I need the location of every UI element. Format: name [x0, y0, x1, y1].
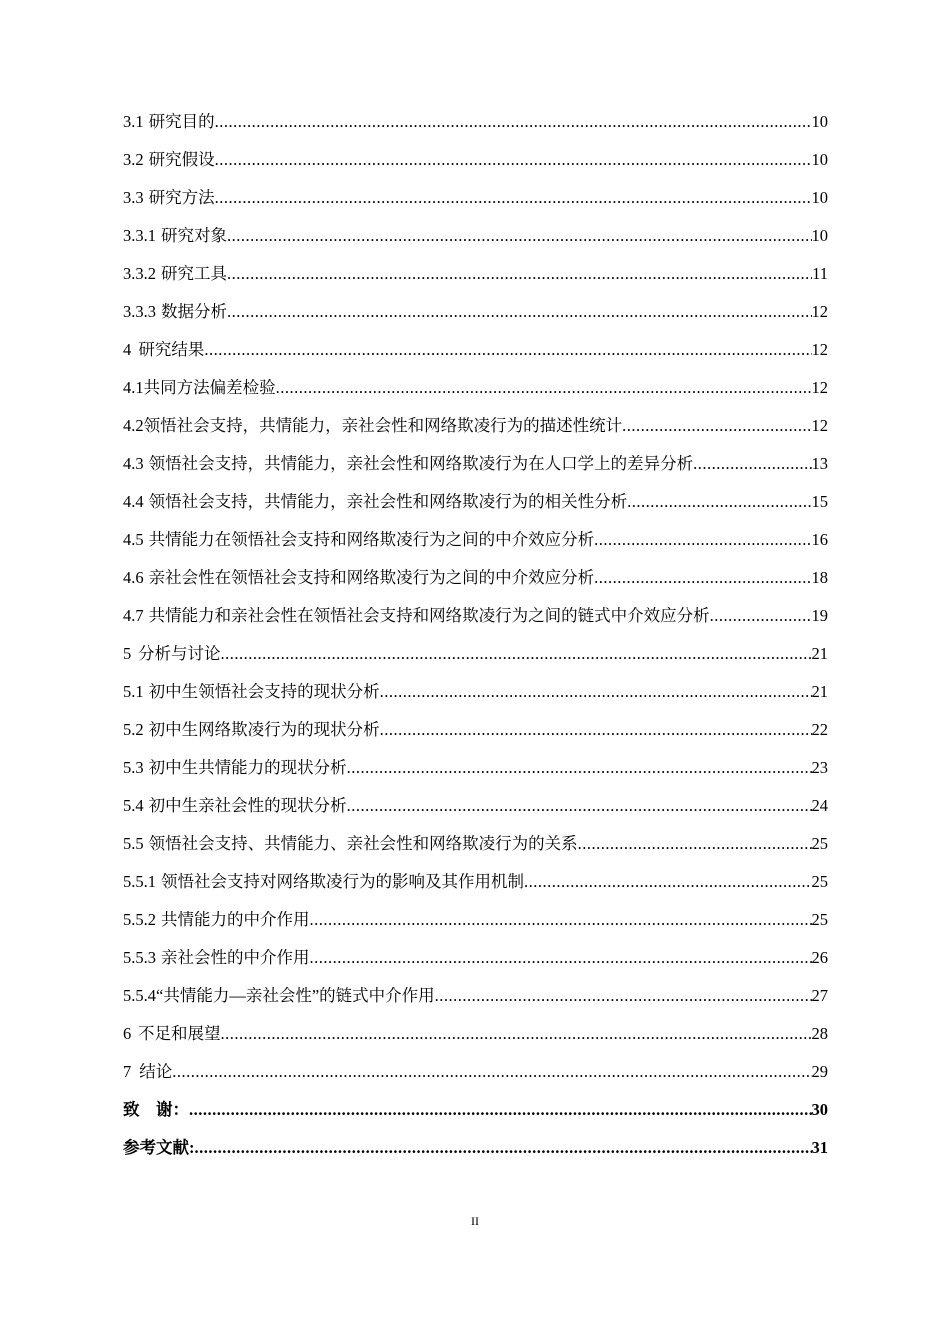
- toc-entry-5-5-4[interactable]: [123, 982, 828, 1020]
- toc-entry-number: 5.5: [123, 834, 144, 853]
- toc-entry-4-1[interactable]: [123, 374, 828, 412]
- toc-entry-page: 10: [811, 188, 828, 207]
- toc-entry-title: 研究方法: [148, 188, 215, 207]
- toc-entry-4[interactable]: [123, 336, 828, 374]
- toc-entry-page: 30: [811, 1100, 828, 1119]
- toc-entry-title: 领悟社会支持，共情能力，亲社会性和网络欺凌行为的描述性统计: [143, 416, 623, 435]
- toc-entry-page: 31: [811, 1138, 828, 1157]
- toc-entry-number: 5.1: [123, 682, 144, 701]
- toc-leader-dots: [622, 416, 811, 436]
- toc-leader-dots: [380, 720, 812, 740]
- toc-entry-3-3-2[interactable]: [123, 260, 828, 298]
- toc-entry-page: 22: [811, 720, 828, 739]
- toc-entry-4-3[interactable]: [123, 450, 828, 488]
- toc-entry-4-4[interactable]: [123, 488, 828, 526]
- toc-entry-5-5[interactable]: [123, 830, 828, 868]
- toc-entry-page: 12: [811, 302, 828, 321]
- toc-entry-page: 19: [811, 606, 828, 625]
- toc-entry-page: 21: [811, 682, 828, 701]
- toc-entry-title: 初中生网络欺凌行为的现状分析: [148, 720, 380, 739]
- toc-leader-dots: [524, 872, 812, 892]
- toc-leader-dots: [220, 1024, 811, 1044]
- toc-entry-title: 初中生亲社会性的现状分析: [148, 796, 347, 815]
- toc-entry-title: 研究对象: [161, 226, 227, 245]
- toc-entry-title: “共情能力—亲社会性”的链式中介作用: [156, 986, 435, 1005]
- toc-entry-5-3[interactable]: [123, 754, 828, 792]
- toc-leader-dots: [215, 188, 812, 208]
- toc-entry-4-5[interactable]: [123, 526, 828, 564]
- toc-entry-number: 5.5.2: [123, 910, 156, 929]
- toc-leader-dots: [227, 264, 812, 284]
- toc-entry-number: 3.3: [123, 188, 144, 207]
- toc-entry-number: 3.3.3: [123, 302, 156, 321]
- toc-entry-title: 共同方法偏差检验: [143, 378, 276, 397]
- toc-leader-dots: [380, 682, 812, 702]
- toc-entry-page: 15: [811, 492, 828, 511]
- toc-entry-page: 12: [811, 416, 828, 435]
- toc-entry-title: 参考文献:: [123, 1138, 195, 1157]
- toc-entry-5-2[interactable]: [123, 716, 828, 754]
- toc-entry-page: 12: [811, 378, 828, 397]
- toc-entry-number: 6: [123, 1024, 132, 1043]
- toc-entry-title: 数据分析: [161, 302, 227, 321]
- toc-entry-number: 5.5.3: [123, 948, 156, 967]
- toc-entry-5-5-3[interactable]: [123, 944, 828, 982]
- toc-entry-5-5-2[interactable]: [123, 906, 828, 944]
- toc-entry-number: 7: [123, 1062, 132, 1081]
- toc-entry-page: 18: [811, 568, 828, 587]
- toc-entry-page: 12: [811, 340, 828, 359]
- toc-entry-title: 分析与讨论: [137, 644, 221, 663]
- toc-leader-dots: [710, 606, 812, 626]
- toc-entry-number: 5.2: [123, 720, 144, 739]
- toc-entry-4-2[interactable]: [123, 412, 828, 450]
- toc-entry-number: 4.5: [123, 530, 144, 549]
- toc-leader-dots: [215, 150, 812, 170]
- toc-entry-6[interactable]: [123, 1020, 828, 1058]
- toc-entry-number: 5.4: [123, 796, 144, 815]
- table-of-contents: [123, 108, 828, 1172]
- toc-leader-dots: [578, 834, 812, 854]
- toc-entry-title: 初中生共情能力的现状分析: [148, 758, 347, 777]
- toc-entry-number: 3.3.1: [123, 226, 156, 245]
- toc-entry-title: 领悟社会支持、共情能力、亲社会性和网络欺凌行为的关系: [148, 834, 578, 853]
- toc-entry-number: 4.6: [123, 568, 144, 587]
- toc-entry-title: 初中生领悟社会支持的现状分析: [148, 682, 380, 701]
- toc-entry-number: 4.4: [123, 492, 144, 511]
- toc-entry-title: 结论: [139, 1062, 173, 1081]
- toc-entry-3-3[interactable]: [123, 184, 828, 222]
- toc-entry-3-1[interactable]: [123, 108, 828, 146]
- toc-entry-acknowledgements[interactable]: [123, 1096, 828, 1134]
- toc-leader-dots: [435, 986, 812, 1006]
- toc-entry-page: 21: [811, 644, 828, 663]
- toc-entry-title: 共情能力的中介作用: [161, 910, 310, 929]
- toc-leader-dots: [310, 910, 812, 930]
- toc-entry-references[interactable]: [123, 1134, 828, 1172]
- toc-entry-title: 研究假设: [148, 150, 215, 169]
- toc-entry-title: 共情能力和亲社会性在领悟社会支持和网络欺凌行为之间的链式中介效应分析: [148, 606, 710, 625]
- page-number-footer: II: [471, 1214, 479, 1228]
- toc-leader-dots: [310, 948, 812, 968]
- toc-entry-number: 4.3: [123, 454, 144, 473]
- toc-entry-number: 4.2: [123, 416, 144, 435]
- toc-entry-number: 3.1: [123, 112, 144, 131]
- toc-leader-dots: [276, 378, 812, 398]
- toc-entry-3-3-3[interactable]: [123, 298, 828, 336]
- toc-entry-title: 亲社会性在领悟社会支持和网络欺凌行为之间的中介效应分析: [148, 568, 595, 587]
- toc-entry-title: 研究目的: [148, 112, 215, 131]
- toc-entry-number: 3.3.2: [123, 264, 156, 283]
- toc-leader-dots: [189, 1100, 812, 1120]
- toc-entry-page: 23: [811, 758, 828, 777]
- toc-entry-4-7[interactable]: [123, 602, 828, 640]
- toc-entry-number: 4: [123, 340, 132, 359]
- toc-leader-dots: [215, 112, 812, 132]
- toc-entry-3-2[interactable]: [123, 146, 828, 184]
- toc-leader-dots: [195, 1138, 812, 1158]
- toc-entry-page: 11: [812, 264, 828, 283]
- toc-entry-number: 4.1: [123, 378, 144, 397]
- toc-entry-page: 29: [811, 1062, 828, 1081]
- toc-entry-title: 亲社会性的中介作用: [161, 948, 310, 967]
- toc-leader-dots: [227, 302, 812, 322]
- toc-entry-number: 5.5.1: [123, 872, 156, 891]
- toc-entry-page: 10: [811, 226, 828, 245]
- toc-entry-title: 研究结果: [138, 340, 205, 359]
- toc-entry-3-3-1[interactable]: [123, 222, 828, 260]
- toc-entry-page: 25: [811, 910, 828, 929]
- toc-entry-number: 4.7: [123, 606, 144, 625]
- toc-entry-page: 13: [811, 454, 828, 473]
- toc-leader-dots: [594, 530, 811, 550]
- toc-leader-dots: [627, 492, 811, 512]
- toc-entry-title: 不足和展望: [137, 1024, 221, 1043]
- toc-leader-dots: [693, 454, 811, 474]
- toc-entry-title: 领悟社会支持对网络欺凌行为的影响及其作用机制: [161, 872, 524, 891]
- toc-entry-number: 5.3: [123, 758, 144, 777]
- toc-entry-page: 10: [811, 112, 828, 131]
- toc-entry-title: 领悟社会支持，共情能力，亲社会性和网络欺凌行为的相关性分析: [148, 492, 628, 511]
- toc-entry-4-6[interactable]: [123, 564, 828, 602]
- toc-entry-page: 10: [811, 150, 828, 169]
- toc-entry-7[interactable]: [123, 1058, 828, 1096]
- toc-entry-title: 领悟社会支持，共情能力，亲社会性和网络欺凌行为在人口学上的差异分析: [148, 454, 694, 473]
- toc-leader-dots: [204, 340, 811, 360]
- toc-entry-page: 24: [811, 796, 828, 815]
- toc-entry-page: 27: [811, 986, 828, 1005]
- toc-entry-page: 16: [811, 530, 828, 549]
- toc-entry-page: 25: [811, 834, 828, 853]
- toc-leader-dots: [227, 226, 812, 246]
- toc-entry-5[interactable]: [123, 640, 828, 678]
- toc-leader-dots: [220, 644, 811, 664]
- toc-entry-number: 5: [123, 644, 132, 663]
- toc-entry-5-1[interactable]: [123, 678, 828, 716]
- toc-entry-5-4[interactable]: [123, 792, 828, 830]
- toc-entry-number: 3.2: [123, 150, 144, 169]
- toc-entry-title: 共情能力在领悟社会支持和网络欺凌行为之间的中介效应分析: [148, 530, 595, 549]
- toc-entry-title: 研究工具: [161, 264, 227, 283]
- toc-leader-dots: [347, 796, 812, 816]
- toc-leader-dots: [594, 568, 811, 588]
- toc-entry-5-5-1[interactable]: [123, 868, 828, 906]
- toc-entry-page: 25: [811, 872, 828, 891]
- toc-entry-page: 28: [811, 1024, 828, 1043]
- toc-entry-page: 26: [811, 948, 828, 967]
- toc-leader-dots: [347, 758, 812, 778]
- toc-entry-title: 致 谢：: [123, 1100, 189, 1119]
- toc-leader-dots: [172, 1062, 811, 1082]
- toc-entry-number: 5.5.4: [123, 986, 156, 1005]
